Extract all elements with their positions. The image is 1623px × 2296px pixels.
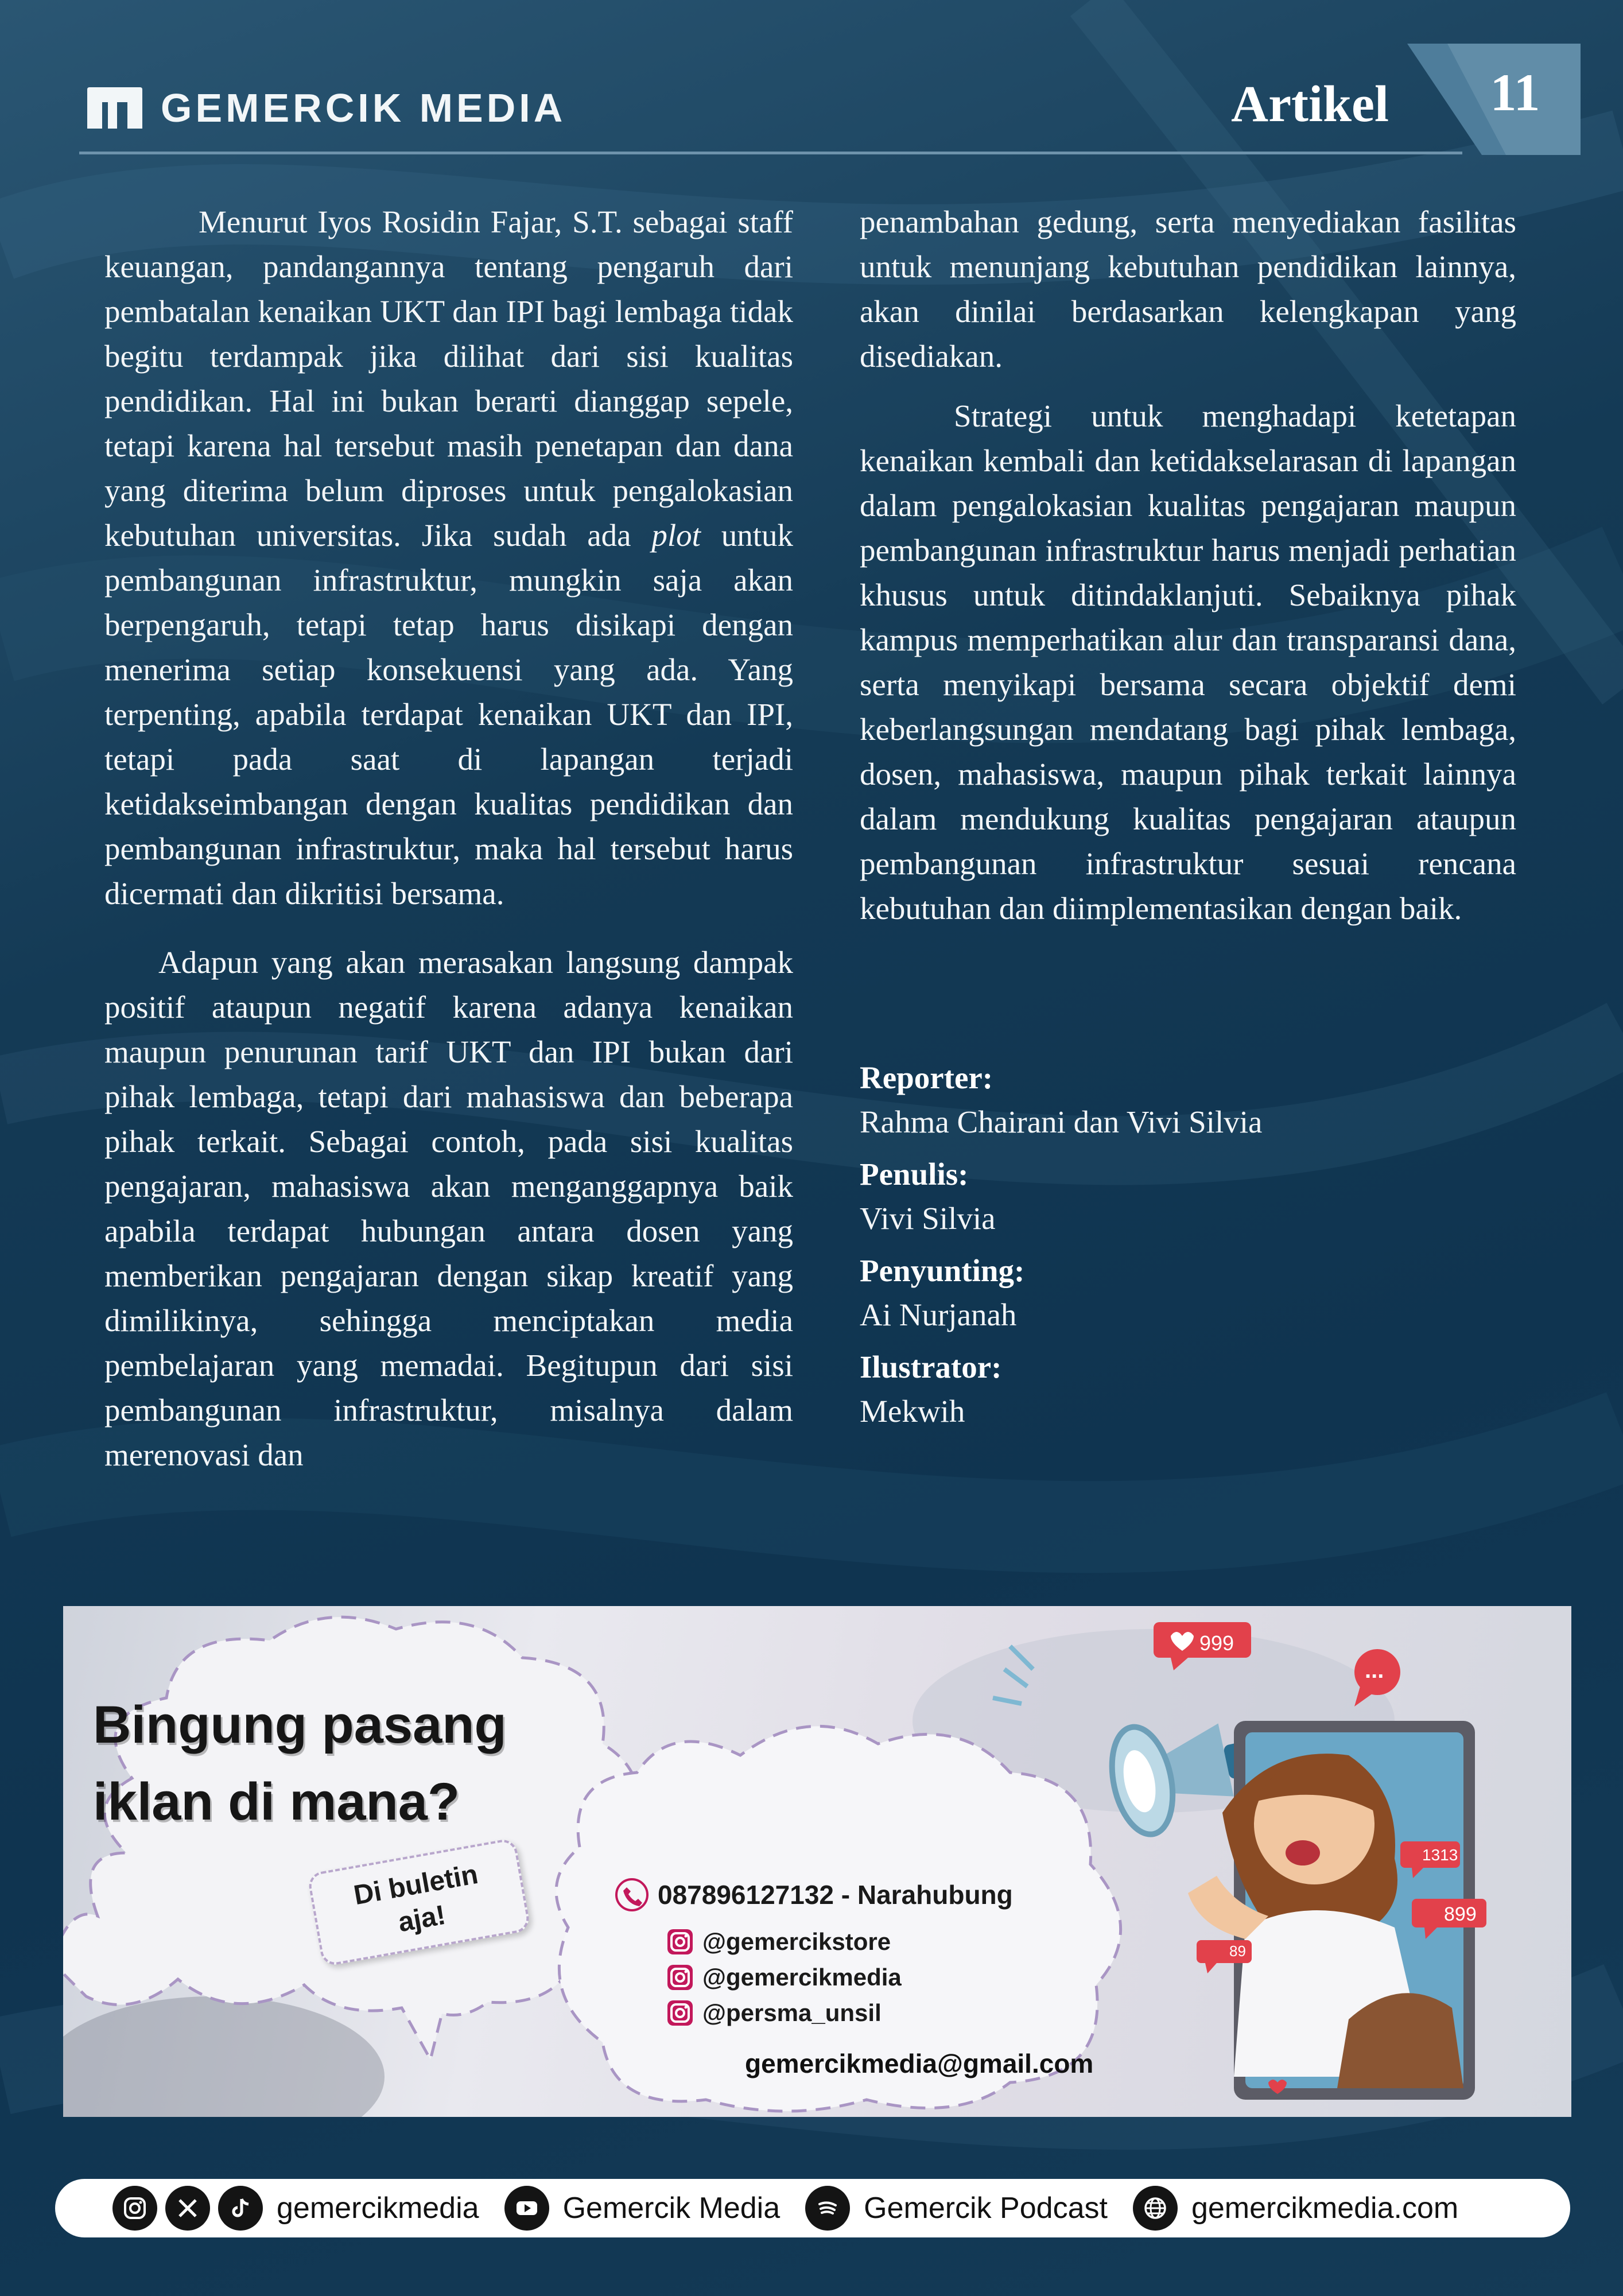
- article-paragraph: [104, 200, 793, 916]
- ad-headline-line: iklan di mana?: [93, 1773, 460, 1831]
- instagram-handle-text: @gemercikmedia: [702, 1964, 902, 1991]
- website-link[interactable]: gemercikmedia.com: [1191, 2192, 1459, 2225]
- instagram-handle[interactable]: [666, 1995, 1013, 2031]
- credit-label: Reporter:: [860, 1060, 993, 1095]
- ad-banner[interactable]: [63, 1606, 1571, 2117]
- instagram-icon: [666, 1963, 694, 1992]
- chat-badge: ...: [1365, 1658, 1384, 1683]
- credit-editor: [860, 1249, 1514, 1337]
- article-left-column: [104, 200, 793, 1477]
- ad-tagline-line: Di buletin: [351, 1859, 480, 1911]
- section-title: Artikel: [1231, 76, 1389, 133]
- article-paragraph: Adapun yang akan merasakan langsung dampak positif ataupun negatif karena adanya kenaikan maupun penurunan tarif UKT dan IPI bukan dari pihak lembaga, tetapi dari mahasiswa dan beberapa pihak terkait. Sebagai contoh, pada sisi kualitas pengajaran, mahasiswa akan menganggapnya baik apabila terdapat hubungan antara dosen yang memberikan pengajaran dengan sikap kreatif yang dimilikinya, sehingga menciptakan media pembelajaran yang memadai. Begitupun dari sisi pembangunan infrastruktur, misalnya dalam merenovasi dan: [104, 945, 793, 1472]
- phone-number: 087896127132 - Narahubung: [658, 1880, 1013, 1910]
- ad-email[interactable]: gemercikmedia@gmail.com: [745, 2049, 1094, 2078]
- phone-contact[interactable]: [614, 1877, 1013, 1913]
- article-right-column: [860, 200, 1516, 931]
- instagram-handle-text: @gemercikstore: [702, 1928, 891, 1955]
- credit-value: Vivi Silvia: [860, 1201, 996, 1236]
- podcast-channel[interactable]: Gemercik Podcast: [864, 2192, 1108, 2225]
- credit-value: Mekwih: [860, 1394, 965, 1429]
- credit-value: Ai Nurjanah: [860, 1297, 1017, 1332]
- credit-label: Ilustrator:: [860, 1349, 1002, 1384]
- instagram-handle[interactable]: [666, 1960, 1013, 1995]
- instagram-handle[interactable]: [666, 1924, 1013, 1960]
- youtube-channel[interactable]: Gemercik Media: [562, 2192, 781, 2225]
- article-paragraph: penambahan gedung, serta menyediakan fasilitas untuk menunjang kebutuhan pendidikan lainnya, akan dinilai berdasarkan kelengkapan yang disediakan.: [860, 204, 1516, 374]
- credit-reporter: [860, 1056, 1514, 1145]
- instagram-icon: [666, 1999, 694, 2027]
- instagram-handle-text: @persma_unsil: [702, 1999, 882, 2026]
- spotify-podcast-icon[interactable]: [805, 2186, 850, 2231]
- page-number: 11: [1490, 63, 1540, 122]
- credit-label: Penyunting:: [860, 1253, 1025, 1288]
- italic-term: plot: [651, 518, 701, 553]
- paragraph-text: untuk pembangunan infrastruktur, mungkin saja akan berpengaruh, tetapi tetap harus disikapi dengan menerima setiap konsekuensi yang ada. Yang terpenting, apabila terdapat kenaikan UKT dan IPI, tetapi pada saat di lapangan terjadi ketidakseimbangan dengan kualitas pendidikan dan pembangunan infrastruktur, maka hal tersebut harus dicermati dan dikritisi bersama.: [104, 518, 793, 911]
- article-paragraph: Strategi untuk menghadapi ketetapan kenaikan kembali dan ketidakselarasan di lapangan dalam pengalokasian kualitas pengajaran maupun pembangunan infrastruktur harus menjadi perhatian khusus untuk ditindaklanjuti. Sebaiknya pihak kampus memperhatikan alur dan transparansi dana, serta menyikapi bersama secara objektif demi keberlangsungan mendatang bagi pihak lembaga, dosen, mahasiswa, maupun pihak terkait lainnya dalam mendukung kualitas pengajaran ataupun pembangunan infrastruktur sesuai rencana kebutuhan dan diimplementasikan dengan baik.: [860, 398, 1516, 926]
- phone-icon: [614, 1877, 650, 1913]
- followers-badge: 1313: [1422, 1846, 1458, 1864]
- gemercik-logo-icon: [85, 85, 145, 131]
- paragraph-text: Menurut Iyos Rosidin Fajar, S.T. sebagai staff keuangan, pandangannya tentang pengaruh dari pembatalan kenaikan UKT dan IPI bagi lembaga tidak begitu terdampak jika dilihat dari sisi kualitas pendidikan. Hal ini bukan berarti dianggap sepele, tetapi karena hal tersebut masih penetapan dan dana yang diterima belum diproses untuk pengalokasian kebutuhan universitas. Jika sudah ada: [104, 204, 793, 553]
- ad-tagline-line: aja!: [395, 1899, 448, 1938]
- thumbs-badge: 899: [1444, 1903, 1477, 1925]
- instagram-icon: [666, 1927, 694, 1956]
- article-credits: [860, 1056, 1514, 1442]
- social-handle[interactable]: gemercikmedia: [277, 2192, 479, 2225]
- likes-badge: 999: [1199, 1631, 1234, 1655]
- mail-badge: 89: [1229, 1942, 1246, 1960]
- x-twitter-icon[interactable]: [165, 2186, 210, 2231]
- credit-illustrator: [860, 1345, 1514, 1434]
- brand-logo: [85, 85, 566, 131]
- youtube-icon[interactable]: [504, 2186, 549, 2231]
- instagram-icon[interactable]: [112, 2186, 157, 2231]
- instagram-list: [666, 1924, 1013, 2031]
- credit-label: Penulis:: [860, 1157, 969, 1192]
- tiktok-icon[interactable]: [218, 2186, 263, 2231]
- header-divider: [79, 152, 1462, 154]
- social-footer-bar: [55, 2179, 1570, 2237]
- ad-contact-block: [614, 1877, 1013, 2031]
- globe-icon[interactable]: [1133, 2186, 1178, 2231]
- credit-value: Rahma Chairani dan Vivi Silvia: [860, 1104, 1263, 1139]
- brand-name: GEMERCIK MEDIA: [161, 86, 566, 130]
- credit-writer: [860, 1153, 1514, 1241]
- ad-headline-line: Bingung pasang: [93, 1696, 507, 1754]
- ad-illustration: [63, 1606, 1571, 2117]
- ad-headline: [93, 1686, 609, 1840]
